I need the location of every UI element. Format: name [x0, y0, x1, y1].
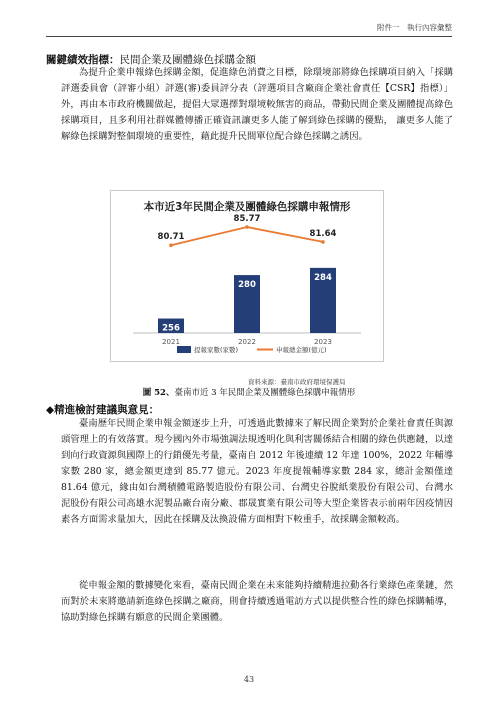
bar-value-label: 284	[314, 272, 332, 283]
figure-label: 圖 52、	[142, 388, 175, 398]
x-tick-label: 2023	[314, 338, 332, 346]
bar-line-chart	[111, 191, 383, 361]
legend-swatch-bars	[177, 346, 191, 353]
running-header: 附件一 執行內容彙整	[377, 23, 452, 32]
line-series	[171, 227, 323, 245]
line-value-label: 80.71	[157, 232, 185, 243]
section-heading: ◆精進檢討建議與意見：	[46, 404, 160, 416]
chart-container	[110, 190, 384, 362]
line-point	[321, 240, 325, 244]
outlook-paragraph: 從申報金額的數據變化來看，臺南民間企業在未來能夠持續精進拉動各行業綠色產業鏈，然而對於未來將邀請新進綠色採購之廠商，則會持續透過電訪方式以提供整合性的綠色採購輔導，協助對綠色採購有願意的民間企業團體。	[61, 580, 453, 623]
source-note: 資料來源：臺南市政府環境保護局	[248, 378, 346, 386]
bar-value-label: 256	[162, 323, 180, 334]
x-tick-label: 2021	[162, 338, 180, 346]
kpi-label: 關鍵績效指標：	[46, 54, 120, 66]
chart-title: 本市近3年民間企業及團體綠色採購申報情形	[143, 201, 351, 213]
figure-caption-text: 臺南市近 3 年民間企業及團體綠色採購申報情形	[174, 388, 356, 398]
review-paragraph: 臺南歷年民間企業申報金額逐步上升，可透過此數據來了解民間企業對於企業社會責任與源頭管理上的有效落實。現今國內外市場強調法規透明化與利害關係結合相關的綠色供應鏈，以達到向行政資源與國際上的行銷優先考量，臺南自 2012 年後連續 12 年達 100%，2022 年輔導家數 280 家，總金額更達到 85.77 億元。2023 年度提報輔導家數 284 家，總計金額僅達 81.64 億元，緣由如台灣積體電路製造股份有限公司、台灣史谷脫紙業股份有限公司、台灣水泥股份有限公司高雄水泥製品廠台南分廠、郡晟實業有限公司等大型企業皆表示前兩年因疫情因素各方面需求量加大，因此在採購及汰換設備方面相對下較重手，故採購金額較高。	[61, 418, 453, 525]
figure-caption	[0, 386, 498, 398]
header-divider	[46, 36, 452, 37]
legend-label-bars: 提報家數(家數)	[194, 346, 239, 354]
bar-value-label: 280	[238, 280, 256, 291]
line-value-label: 81.64	[309, 228, 337, 239]
legend-label-line: 申報總金額(億元)	[276, 346, 327, 354]
x-tick-label: 2022	[238, 338, 256, 346]
line-point	[245, 225, 249, 229]
line-value-label: 85.77	[233, 214, 261, 225]
kpi-text: 民間企業及團體綠色採購金額	[119, 54, 256, 66]
intro-paragraph: 為提升企業申報綠色採購金額，促進綠色消費之目標，除環境部將綠色採購項目納入「採購評選委員會（評審小組）評選(審)委員評分表（評選項目含廠商企業社會責任【CSR】指標）」外，再由本市政府機關做起，提倡大眾選擇對環境較無害的商品，帶動民間企業及團體提高綠色採購項目，且多利用社群媒體傳播正確資訊讓更多人能了解到綠色採購的優點， 讓更多人能了解綠色採購對整個環境的重要性，藉此提升民間單位配合綠色採購之誘因。	[61, 67, 453, 142]
page-number: 43	[243, 675, 255, 684]
line-point	[169, 243, 173, 247]
